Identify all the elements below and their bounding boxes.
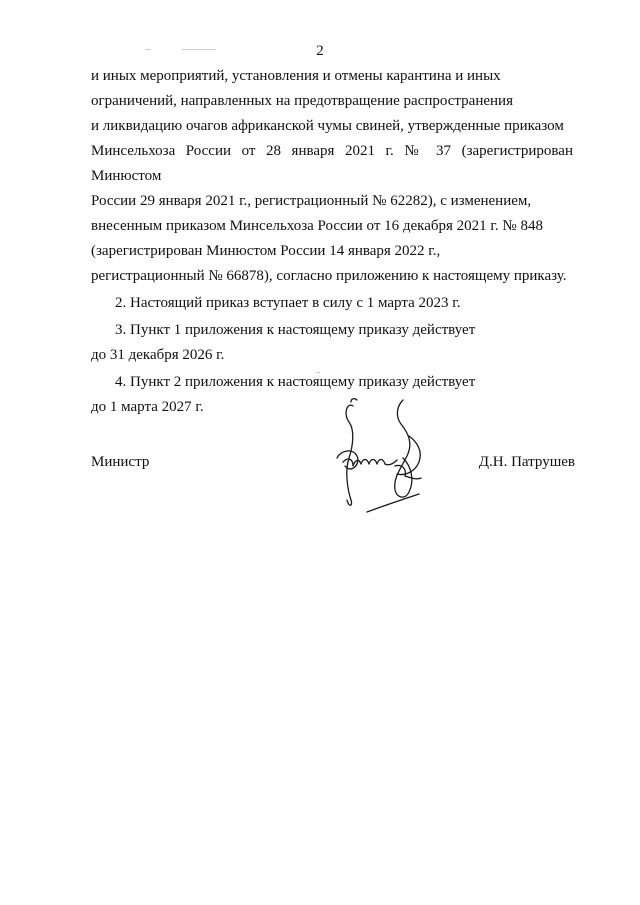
paragraph-line: и ликвидацию очагов африканской чумы свиней, утвержденные приказом [91, 118, 564, 134]
document-body [91, 64, 573, 420]
paragraph-line: ограничений, направленных на предотвращение распространения [91, 93, 513, 109]
paragraph-line: и иных мероприятий, установления и отмены карантина и иных [91, 68, 501, 84]
minister-name: Д.Н. Патрушев [478, 454, 575, 470]
paragraph-line: России 29 января 2021 г., регистрационный № 62282), с изменением, [91, 193, 532, 209]
paragraph-line: (зарегистрирован Минюстом России 14 января 2022 г., [91, 243, 441, 259]
paragraph-line: внесенным приказом Минсельхоза России от 16 декабря 2021 г. № 848 [91, 218, 543, 234]
scan-speck [182, 49, 216, 50]
paragraph-line: регистрационный № 66878), согласно приложению к настоящему приказу. [91, 268, 567, 284]
item-4-line-2: до 1 марта 2027 г. [91, 399, 204, 415]
scan-speck [145, 49, 151, 50]
item-3-line-2: до 31 декабря 2026 г. [91, 347, 225, 363]
item-4-line-1: 4. Пункт 2 приложения к настоящему приказу действует [115, 374, 476, 390]
minister-title: Министр [91, 454, 150, 470]
item-3-line-1: 3. Пункт 1 приложения к настоящему приказу действует [115, 322, 476, 338]
paragraph-line: Минсельхоза России от 28 января 2021 г. № 37 (зарегистрирован Минюстом [91, 143, 573, 184]
page-number: 2 [316, 43, 324, 59]
item-2: 2. Настоящий приказ вступает в силу с 1 марта 2023 г. [115, 295, 461, 311]
scan-speck [316, 372, 320, 373]
handwritten-signature [323, 396, 433, 521]
signature-block [91, 440, 575, 530]
